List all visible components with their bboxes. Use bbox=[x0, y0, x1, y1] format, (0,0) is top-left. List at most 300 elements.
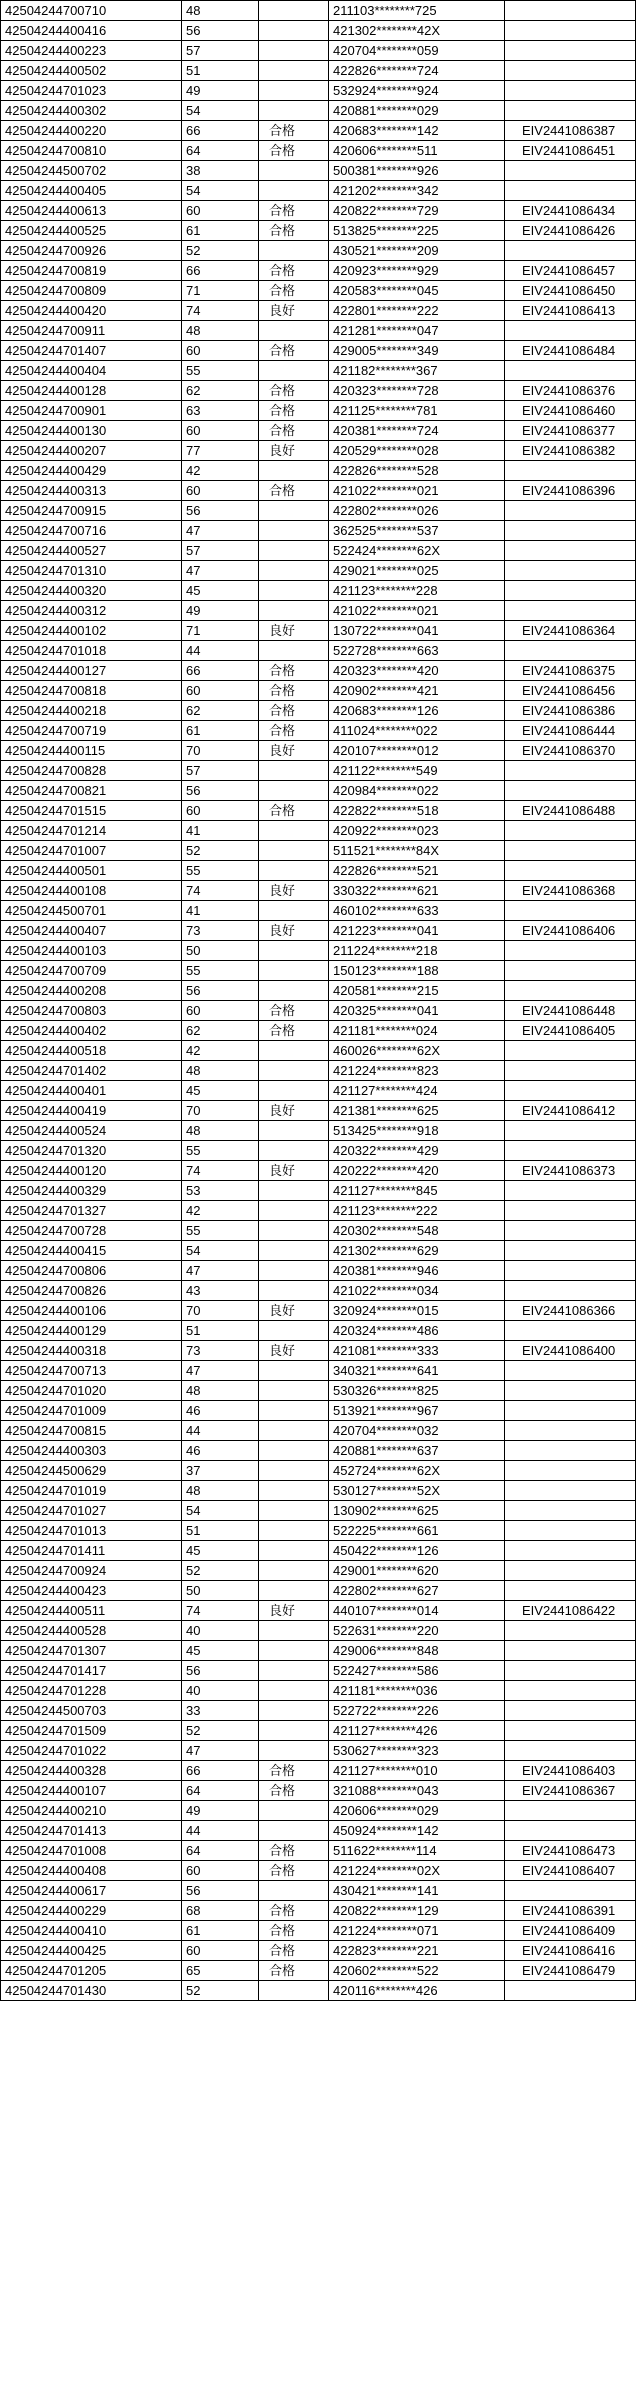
table-row bbox=[1, 1761, 636, 1781]
score-cell: 42 bbox=[182, 1201, 259, 1221]
score-cell: 51 bbox=[182, 1521, 259, 1541]
id-number-cell: 500381********926 bbox=[329, 161, 505, 181]
ticket-number-cell: 42504244701214 bbox=[1, 821, 182, 841]
id-number-cell: 421224********823 bbox=[329, 1061, 505, 1081]
certificate-number-cell bbox=[505, 1641, 636, 1661]
certificate-number-cell bbox=[505, 81, 636, 101]
score-cell: 70 bbox=[182, 1101, 259, 1121]
table-row bbox=[1, 1741, 636, 1761]
score-cell: 56 bbox=[182, 981, 259, 1001]
grade-cell: 合格 bbox=[259, 221, 329, 241]
certificate-number-cell bbox=[505, 1581, 636, 1601]
id-number-cell: 421127********010 bbox=[329, 1761, 505, 1781]
certificate-number-cell bbox=[505, 761, 636, 781]
table-row bbox=[1, 1981, 636, 2001]
table-row bbox=[1, 741, 636, 761]
certificate-number-cell bbox=[505, 1461, 636, 1481]
id-number-cell: 421224********071 bbox=[329, 1921, 505, 1941]
table-row bbox=[1, 621, 636, 641]
table-row bbox=[1, 281, 636, 301]
score-cell: 47 bbox=[182, 561, 259, 581]
score-cell: 63 bbox=[182, 401, 259, 421]
grade-cell bbox=[259, 1801, 329, 1821]
table-row bbox=[1, 1021, 636, 1041]
ticket-number-cell: 42504244400502 bbox=[1, 61, 182, 81]
score-cell: 62 bbox=[182, 701, 259, 721]
certificate-number-cell bbox=[505, 821, 636, 841]
certificate-number-cell: EIV2441086409 bbox=[505, 1921, 636, 1941]
id-number-cell: 430521********209 bbox=[329, 241, 505, 261]
ticket-number-cell: 42504244400416 bbox=[1, 21, 182, 41]
certificate-number-cell bbox=[505, 1881, 636, 1901]
id-number-cell: 422802********026 bbox=[329, 501, 505, 521]
ticket-number-cell: 42504244701320 bbox=[1, 1141, 182, 1161]
ticket-number-cell: 42504244701009 bbox=[1, 1401, 182, 1421]
table-row bbox=[1, 1361, 636, 1381]
certificate-number-cell: EIV2441086413 bbox=[505, 301, 636, 321]
grade-cell: 良好 bbox=[259, 441, 329, 461]
id-number-cell: 530127********52X bbox=[329, 1481, 505, 1501]
ticket-number-cell: 42504244701020 bbox=[1, 1381, 182, 1401]
grade-cell bbox=[259, 1361, 329, 1381]
ticket-number-cell: 42504244400115 bbox=[1, 741, 182, 761]
id-number-cell: 422826********521 bbox=[329, 861, 505, 881]
grade-cell bbox=[259, 461, 329, 481]
table-row bbox=[1, 1941, 636, 1961]
ticket-number-cell: 42504244500629 bbox=[1, 1461, 182, 1481]
certificate-number-cell bbox=[505, 1501, 636, 1521]
ticket-number-cell: 42504244400525 bbox=[1, 221, 182, 241]
grade-cell bbox=[259, 101, 329, 121]
id-number-cell: 530326********825 bbox=[329, 1381, 505, 1401]
score-cell: 57 bbox=[182, 541, 259, 561]
table-row bbox=[1, 1961, 636, 1981]
id-number-cell: 522424********62X bbox=[329, 541, 505, 561]
id-number-cell: 421181********036 bbox=[329, 1681, 505, 1701]
id-number-cell: 421202********342 bbox=[329, 181, 505, 201]
ticket-number-cell: 42504244400223 bbox=[1, 41, 182, 61]
ticket-number-cell: 42504244500702 bbox=[1, 161, 182, 181]
ticket-number-cell: 42504244701310 bbox=[1, 561, 182, 581]
ticket-number-cell: 42504244400407 bbox=[1, 921, 182, 941]
certificate-number-cell bbox=[505, 1121, 636, 1141]
grade-cell bbox=[259, 1461, 329, 1481]
table-row bbox=[1, 1921, 636, 1941]
score-cell: 42 bbox=[182, 1041, 259, 1061]
score-cell: 60 bbox=[182, 341, 259, 361]
table-row bbox=[1, 1321, 636, 1341]
score-cell: 51 bbox=[182, 61, 259, 81]
grade-cell bbox=[259, 961, 329, 981]
certificate-number-cell: EIV2441086396 bbox=[505, 481, 636, 501]
id-number-cell: 421022********021 bbox=[329, 481, 505, 501]
id-number-cell: 420606********511 bbox=[329, 141, 505, 161]
score-cell: 47 bbox=[182, 1261, 259, 1281]
score-cell: 73 bbox=[182, 921, 259, 941]
score-cell: 60 bbox=[182, 481, 259, 501]
certificate-number-cell bbox=[505, 1221, 636, 1241]
table-row bbox=[1, 421, 636, 441]
id-number-cell: 420323********728 bbox=[329, 381, 505, 401]
grade-cell: 合格 bbox=[259, 1921, 329, 1941]
table-row bbox=[1, 1121, 636, 1141]
table-row bbox=[1, 701, 636, 721]
score-cell: 54 bbox=[182, 1501, 259, 1521]
table-row bbox=[1, 541, 636, 561]
grade-cell bbox=[259, 1401, 329, 1421]
id-number-cell: 422823********221 bbox=[329, 1941, 505, 1961]
score-cell: 45 bbox=[182, 581, 259, 601]
grade-cell bbox=[259, 241, 329, 261]
grade-cell: 合格 bbox=[259, 281, 329, 301]
id-number-cell: 429006********848 bbox=[329, 1641, 505, 1661]
ticket-number-cell: 42504244400218 bbox=[1, 701, 182, 721]
ticket-number-cell: 42504244400129 bbox=[1, 1321, 182, 1341]
ticket-number-cell: 42504244400527 bbox=[1, 541, 182, 561]
grade-cell bbox=[259, 1561, 329, 1581]
grade-cell bbox=[259, 1321, 329, 1341]
ticket-number-cell: 42504244700815 bbox=[1, 1421, 182, 1441]
ticket-number-cell: 42504244400501 bbox=[1, 861, 182, 881]
certificate-number-cell: EIV2441086444 bbox=[505, 721, 636, 741]
grade-cell bbox=[259, 1381, 329, 1401]
grade-cell bbox=[259, 1221, 329, 1241]
table-row bbox=[1, 861, 636, 881]
table-row bbox=[1, 801, 636, 821]
id-number-cell: 211103********725 bbox=[329, 1, 505, 21]
ticket-number-cell: 42504244400106 bbox=[1, 1301, 182, 1321]
ticket-number-cell: 42504244701509 bbox=[1, 1721, 182, 1741]
id-number-cell: 420923********929 bbox=[329, 261, 505, 281]
certificate-number-cell bbox=[505, 1201, 636, 1221]
score-cell: 48 bbox=[182, 1061, 259, 1081]
grade-cell: 合格 bbox=[259, 201, 329, 221]
grade-cell: 合格 bbox=[259, 1901, 329, 1921]
table-row bbox=[1, 81, 636, 101]
id-number-cell: 530627********323 bbox=[329, 1741, 505, 1761]
ticket-number-cell: 42504244700713 bbox=[1, 1361, 182, 1381]
table-row bbox=[1, 1141, 636, 1161]
id-number-cell: 421224********02X bbox=[329, 1861, 505, 1881]
certificate-number-cell bbox=[505, 1361, 636, 1381]
grade-cell bbox=[259, 901, 329, 921]
certificate-number-cell bbox=[505, 521, 636, 541]
certificate-number-cell bbox=[505, 1081, 636, 1101]
grade-cell bbox=[259, 1121, 329, 1141]
id-number-cell: 420222********420 bbox=[329, 1161, 505, 1181]
id-number-cell: 522631********220 bbox=[329, 1621, 505, 1641]
certificate-number-cell: EIV2441086479 bbox=[505, 1961, 636, 1981]
id-number-cell: 420683********142 bbox=[329, 121, 505, 141]
score-cell: 73 bbox=[182, 1341, 259, 1361]
id-number-cell: 420922********023 bbox=[329, 821, 505, 841]
ticket-number-cell: 42504244700821 bbox=[1, 781, 182, 801]
table-row bbox=[1, 141, 636, 161]
grade-cell bbox=[259, 1, 329, 21]
score-cell: 54 bbox=[182, 181, 259, 201]
score-cell: 60 bbox=[182, 1861, 259, 1881]
table-row bbox=[1, 1541, 636, 1561]
grade-cell bbox=[259, 81, 329, 101]
score-cell: 74 bbox=[182, 881, 259, 901]
id-number-cell: 421181********024 bbox=[329, 1021, 505, 1041]
id-number-cell: 211224********218 bbox=[329, 941, 505, 961]
id-number-cell: 421302********42X bbox=[329, 21, 505, 41]
score-table-body bbox=[1, 1, 636, 2001]
score-cell: 56 bbox=[182, 501, 259, 521]
id-number-cell: 420324********486 bbox=[329, 1321, 505, 1341]
table-row bbox=[1, 101, 636, 121]
id-number-cell: 422826********724 bbox=[329, 61, 505, 81]
score-cell: 70 bbox=[182, 741, 259, 761]
table-row bbox=[1, 441, 636, 461]
table-row bbox=[1, 501, 636, 521]
grade-cell: 良好 bbox=[259, 1341, 329, 1361]
table-row bbox=[1, 341, 636, 361]
score-cell: 71 bbox=[182, 281, 259, 301]
certificate-number-cell bbox=[505, 561, 636, 581]
ticket-number-cell: 42504244400518 bbox=[1, 1041, 182, 1061]
certificate-number-cell bbox=[505, 981, 636, 1001]
certificate-number-cell bbox=[505, 1181, 636, 1201]
certificate-number-cell bbox=[505, 61, 636, 81]
certificate-number-cell: EIV2441086405 bbox=[505, 1021, 636, 1041]
id-number-cell: 522722********226 bbox=[329, 1701, 505, 1721]
id-number-cell: 420822********129 bbox=[329, 1901, 505, 1921]
table-row bbox=[1, 1681, 636, 1701]
certificate-number-cell: EIV2441086434 bbox=[505, 201, 636, 221]
certificate-number-cell bbox=[505, 1561, 636, 1581]
ticket-number-cell: 42504244701413 bbox=[1, 1821, 182, 1841]
certificate-number-cell: EIV2441086484 bbox=[505, 341, 636, 361]
grade-cell bbox=[259, 1421, 329, 1441]
table-row bbox=[1, 1381, 636, 1401]
score-cell: 60 bbox=[182, 1941, 259, 1961]
id-number-cell: 420683********126 bbox=[329, 701, 505, 721]
certificate-number-cell bbox=[505, 1621, 636, 1641]
score-cell: 66 bbox=[182, 1761, 259, 1781]
grade-cell: 合格 bbox=[259, 1861, 329, 1881]
id-number-cell: 522728********663 bbox=[329, 641, 505, 661]
certificate-number-cell: EIV2441086373 bbox=[505, 1161, 636, 1181]
table-row bbox=[1, 641, 636, 661]
ticket-number-cell: 42504244400524 bbox=[1, 1121, 182, 1141]
grade-cell bbox=[259, 1141, 329, 1161]
score-cell: 40 bbox=[182, 1681, 259, 1701]
grade-cell: 良好 bbox=[259, 921, 329, 941]
grade-cell: 良好 bbox=[259, 301, 329, 321]
table-row bbox=[1, 1621, 636, 1641]
id-number-cell: 150123********188 bbox=[329, 961, 505, 981]
ticket-number-cell: 42504244700901 bbox=[1, 401, 182, 421]
table-row bbox=[1, 781, 636, 801]
table-row bbox=[1, 961, 636, 981]
score-cell: 56 bbox=[182, 781, 259, 801]
certificate-number-cell bbox=[505, 841, 636, 861]
grade-cell: 合格 bbox=[259, 1761, 329, 1781]
score-cell: 40 bbox=[182, 1621, 259, 1641]
certificate-number-cell: EIV2441086473 bbox=[505, 1841, 636, 1861]
table-row bbox=[1, 941, 636, 961]
id-number-cell: 420381********724 bbox=[329, 421, 505, 441]
certificate-number-cell bbox=[505, 1521, 636, 1541]
table-row bbox=[1, 1901, 636, 1921]
score-cell: 49 bbox=[182, 601, 259, 621]
score-cell: 46 bbox=[182, 1401, 259, 1421]
table-row bbox=[1, 1281, 636, 1301]
grade-cell bbox=[259, 1881, 329, 1901]
ticket-number-cell: 42504244700728 bbox=[1, 1221, 182, 1241]
certificate-number-cell bbox=[505, 1281, 636, 1301]
id-number-cell: 421127********424 bbox=[329, 1081, 505, 1101]
grade-cell bbox=[259, 941, 329, 961]
ticket-number-cell: 42504244400128 bbox=[1, 381, 182, 401]
id-number-cell: 420107********012 bbox=[329, 741, 505, 761]
id-number-cell: 420116********426 bbox=[329, 1981, 505, 2001]
score-cell: 60 bbox=[182, 421, 259, 441]
certificate-number-cell: EIV2441086416 bbox=[505, 1941, 636, 1961]
id-number-cell: 421127********426 bbox=[329, 1721, 505, 1741]
score-cell: 52 bbox=[182, 1721, 259, 1741]
certificate-number-cell bbox=[505, 1681, 636, 1701]
certificate-number-cell bbox=[505, 1661, 636, 1681]
ticket-number-cell: 42504244701402 bbox=[1, 1061, 182, 1081]
id-number-cell: 420325********041 bbox=[329, 1001, 505, 1021]
id-number-cell: 422802********627 bbox=[329, 1581, 505, 1601]
table-row bbox=[1, 1181, 636, 1201]
ticket-number-cell: 42504244400415 bbox=[1, 1241, 182, 1261]
id-number-cell: 411024********022 bbox=[329, 721, 505, 741]
id-number-cell: 420581********215 bbox=[329, 981, 505, 1001]
ticket-number-cell: 42504244700819 bbox=[1, 261, 182, 281]
score-cell: 55 bbox=[182, 861, 259, 881]
id-number-cell: 420822********729 bbox=[329, 201, 505, 221]
score-cell: 53 bbox=[182, 1181, 259, 1201]
ticket-number-cell: 42504244400420 bbox=[1, 301, 182, 321]
grade-cell bbox=[259, 1261, 329, 1281]
id-number-cell: 421122********549 bbox=[329, 761, 505, 781]
score-cell: 61 bbox=[182, 221, 259, 241]
score-cell: 74 bbox=[182, 1601, 259, 1621]
score-cell: 51 bbox=[182, 1321, 259, 1341]
id-number-cell: 522225********661 bbox=[329, 1521, 505, 1541]
id-number-cell: 430421********141 bbox=[329, 1881, 505, 1901]
certificate-number-cell: EIV2441086367 bbox=[505, 1781, 636, 1801]
grade-cell: 合格 bbox=[259, 261, 329, 281]
grade-cell: 合格 bbox=[259, 421, 329, 441]
id-number-cell: 522427********586 bbox=[329, 1661, 505, 1681]
id-number-cell: 420322********429 bbox=[329, 1141, 505, 1161]
certificate-number-cell: EIV2441086386 bbox=[505, 701, 636, 721]
score-cell: 45 bbox=[182, 1081, 259, 1101]
certificate-number-cell: EIV2441086451 bbox=[505, 141, 636, 161]
ticket-number-cell: 42504244700911 bbox=[1, 321, 182, 341]
grade-cell: 良好 bbox=[259, 1101, 329, 1121]
id-number-cell: 340321********641 bbox=[329, 1361, 505, 1381]
score-cell: 57 bbox=[182, 41, 259, 61]
ticket-number-cell: 42504244701205 bbox=[1, 1961, 182, 1981]
table-row bbox=[1, 721, 636, 741]
ticket-number-cell: 42504244701228 bbox=[1, 1681, 182, 1701]
table-row bbox=[1, 1061, 636, 1081]
ticket-number-cell: 42504244400405 bbox=[1, 181, 182, 201]
score-cell: 48 bbox=[182, 1121, 259, 1141]
certificate-number-cell: EIV2441086366 bbox=[505, 1301, 636, 1321]
grade-cell bbox=[259, 1281, 329, 1301]
grade-cell: 良好 bbox=[259, 621, 329, 641]
grade-cell: 合格 bbox=[259, 1961, 329, 1981]
score-cell: 55 bbox=[182, 1141, 259, 1161]
ticket-number-cell: 42504244700810 bbox=[1, 141, 182, 161]
id-number-cell: 420606********029 bbox=[329, 1801, 505, 1821]
table-row bbox=[1, 1861, 636, 1881]
score-cell: 57 bbox=[182, 761, 259, 781]
id-number-cell: 130902********625 bbox=[329, 1501, 505, 1521]
table-row bbox=[1, 1421, 636, 1441]
table-row bbox=[1, 1041, 636, 1061]
ticket-number-cell: 42504244400120 bbox=[1, 1161, 182, 1181]
certificate-number-cell bbox=[505, 901, 636, 921]
grade-cell bbox=[259, 641, 329, 661]
ticket-number-cell: 42504244700926 bbox=[1, 241, 182, 261]
certificate-number-cell bbox=[505, 501, 636, 521]
table-row bbox=[1, 1161, 636, 1181]
ticket-number-cell: 42504244400229 bbox=[1, 1901, 182, 1921]
score-cell: 45 bbox=[182, 1641, 259, 1661]
score-cell: 47 bbox=[182, 1361, 259, 1381]
certificate-number-cell bbox=[505, 641, 636, 661]
table-row bbox=[1, 1841, 636, 1861]
certificate-number-cell bbox=[505, 1141, 636, 1161]
id-number-cell: 421125********781 bbox=[329, 401, 505, 421]
score-cell: 64 bbox=[182, 1781, 259, 1801]
table-row bbox=[1, 321, 636, 341]
grade-cell: 合格 bbox=[259, 1001, 329, 1021]
table-row bbox=[1, 201, 636, 221]
grade-cell bbox=[259, 1541, 329, 1561]
grade-cell: 合格 bbox=[259, 721, 329, 741]
grade-cell bbox=[259, 1081, 329, 1101]
score-cell: 44 bbox=[182, 1421, 259, 1441]
certificate-number-cell bbox=[505, 601, 636, 621]
table-row bbox=[1, 1261, 636, 1281]
score-cell: 55 bbox=[182, 961, 259, 981]
score-cell: 70 bbox=[182, 1301, 259, 1321]
table-row bbox=[1, 581, 636, 601]
table-row bbox=[1, 1821, 636, 1841]
score-cell: 60 bbox=[182, 801, 259, 821]
grade-cell bbox=[259, 1241, 329, 1261]
ticket-number-cell: 42504244400328 bbox=[1, 1761, 182, 1781]
certificate-number-cell bbox=[505, 1541, 636, 1561]
ticket-number-cell: 42504244701023 bbox=[1, 81, 182, 101]
table-row bbox=[1, 261, 636, 281]
certificate-number-cell: EIV2441086387 bbox=[505, 121, 636, 141]
ticket-number-cell: 42504244400410 bbox=[1, 1921, 182, 1941]
ticket-number-cell: 42504244700826 bbox=[1, 1281, 182, 1301]
table-row bbox=[1, 521, 636, 541]
certificate-number-cell bbox=[505, 101, 636, 121]
score-cell: 54 bbox=[182, 1241, 259, 1261]
score-cell: 66 bbox=[182, 261, 259, 281]
id-number-cell: 420302********548 bbox=[329, 1221, 505, 1241]
ticket-number-cell: 42504244701013 bbox=[1, 1521, 182, 1541]
id-number-cell: 511521********84X bbox=[329, 841, 505, 861]
score-cell: 65 bbox=[182, 1961, 259, 1981]
id-number-cell: 421302********629 bbox=[329, 1241, 505, 1261]
certificate-number-cell bbox=[505, 1261, 636, 1281]
certificate-number-cell: EIV2441086412 bbox=[505, 1101, 636, 1121]
